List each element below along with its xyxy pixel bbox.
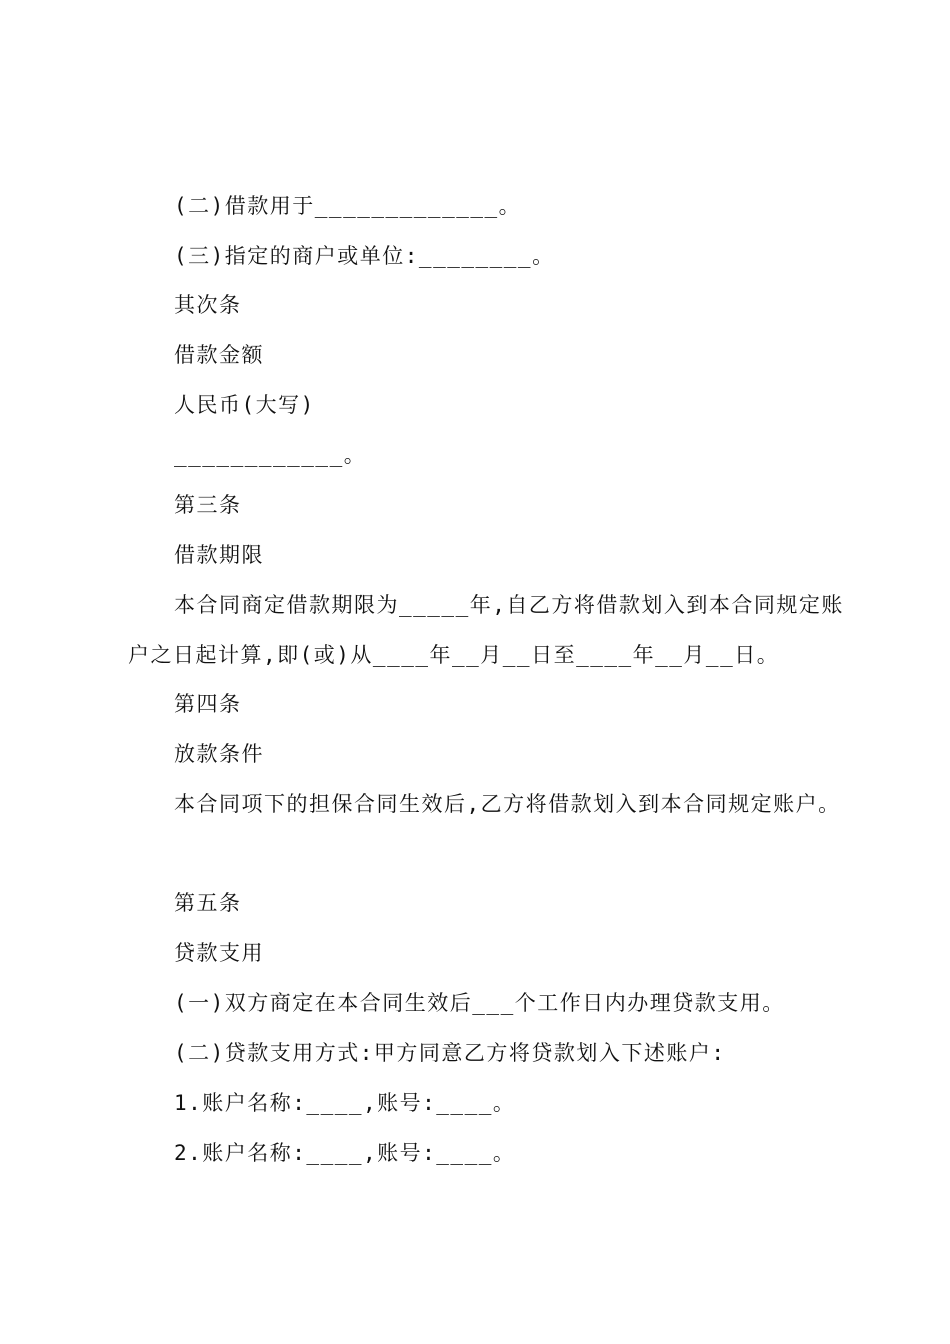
article-5-heading: 第五条 [174, 891, 242, 915]
clause-merchant: (三)指定的商户或单位:________。 [174, 244, 555, 268]
amount-blank: ____________。 [174, 443, 367, 467]
account-item-2: 2.账户名称:____,账号:____。 [174, 1141, 516, 1165]
article-4-heading: 第四条 [174, 692, 242, 716]
drawdown-clause-1: (一)双方商定在本合同生效后___个工作日内办理贷款支用。 [174, 991, 785, 1015]
account-item-1: 1.账户名称:____,账号:____。 [174, 1091, 516, 1115]
term-paragraph-line-2: 户之日起计算,即(或)从____年__月__日至____年__月__日。 [128, 643, 780, 667]
term-paragraph-line-1: 本合同商定借款期限为_____年,自乙方将借款划入到本合同规定账 [174, 593, 844, 617]
article-3-heading: 第三条 [174, 493, 242, 517]
drawdown-clause-2: (二)贷款支用方式:甲方同意乙方将贷款划入下述账户: [174, 1041, 726, 1065]
disbursement-condition-paragraph: 本合同项下的担保合同生效后,乙方将借款划入到本合同规定账户。 [174, 792, 841, 816]
article-3-title: 借款期限 [174, 543, 264, 567]
article-2-heading: 其次条 [174, 293, 242, 317]
article-2-title: 借款金额 [174, 343, 264, 367]
amount-label: 人民币(大写) [174, 393, 315, 417]
clause-purpose: (二)借款用于_____________。 [174, 194, 522, 218]
article-5-title: 贷款支用 [174, 941, 264, 965]
article-4-title: 放款条件 [174, 742, 264, 766]
